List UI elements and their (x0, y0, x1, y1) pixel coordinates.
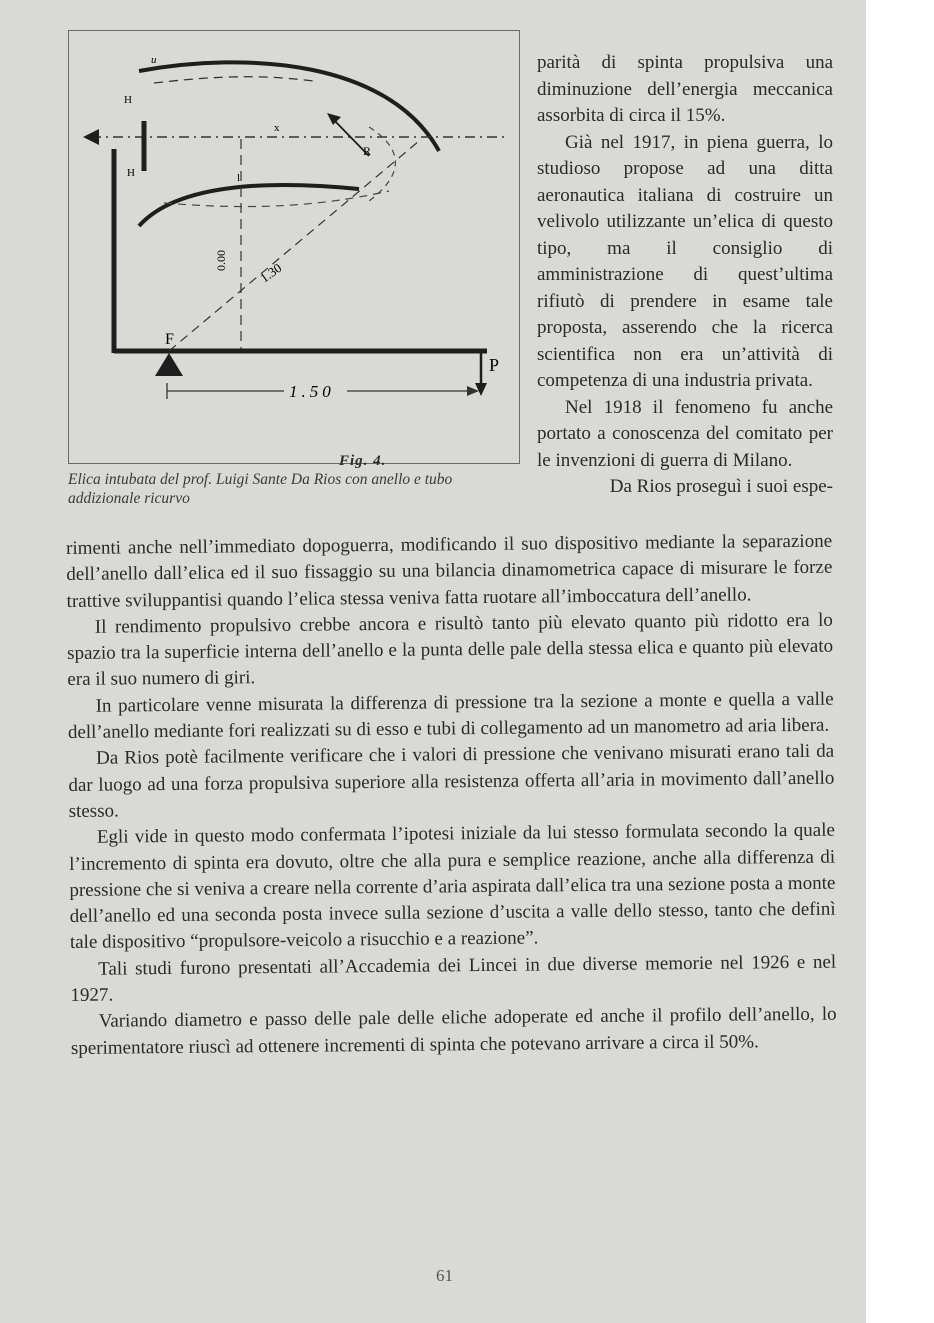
label-r: R (363, 144, 372, 158)
label-dim-diagonal: 1.30 (257, 260, 285, 286)
propeller-diagram (69, 31, 519, 463)
label-h-mid: H (127, 167, 135, 179)
label-u: u (151, 54, 157, 66)
paragraph: In particolare venne misurata la differenza di pressione tra la sezione a monte e quella a valle dell’anello mediante fori realizzati su di esso e tubi di collegamento ad un manometro ad aria libera. (67, 688, 834, 744)
label-h-top: H (124, 94, 132, 106)
figure-4 (68, 30, 520, 469)
paragraph: Da Rios potè facilmente verificare che i valori di pressione che venivano misurati erano tali da dar luogo ad una forza propulsiva superiore alla resistenza offerta all’aria in movimento dall’anello stesso. (68, 741, 835, 822)
label-p: P (489, 355, 500, 375)
label-dim-vertical: 0.00 (214, 250, 228, 271)
figure-label: Fig. 4. (339, 453, 387, 469)
body-text (66, 529, 837, 1062)
right-column-text (537, 50, 833, 501)
paragraph: Tali studi furono presentati all’Accademia dei Lincei in due diverse memorie nel 1926 e nel 1927. (70, 951, 837, 1007)
paragraph: parità di spinta propulsiva una diminuzione dell’energia meccanica assorbita di circa il 15%. (537, 52, 833, 126)
figure-caption: Elica intubata del prof. Luigi Sante Da Rios con anello e tubo addizionale ricurvo (68, 471, 453, 507)
paragraph: Egli vide in questo modo confermata l’ipotesi iniziale da lui stesso formulata secondo la quale l’incremento di spinta era dovuto, oltre che alla pura e semplice reazione, anche alla differenza di pressione che si veniva a creare nella corrente d’aria aspirata dall’elica tra una sezione posta a monte dell’anello ed una seconda posta invece sulla sezione d’uscita a valle dello stesso, tanto che definì tale dispositivo “propulsore-veicolo a risucchio e a reazione”. (69, 819, 836, 954)
paragraph: Nel 1918 il fenomeno fu anche portato a conoscenza del comitato per le invenzioni di guerra di Milano. (537, 396, 833, 471)
paragraph: Già nel 1917, in piena guerra, lo studioso propose ad una ditta aeronautica italiana di costruire un velivolo utilizzante un’elica di questo tipo, ma il consiglio di amministrazione di quest’ultima rifiutò di prendere in esame tale proposta, asserendo che la ricerca scientifica non era un’attività di competenza di una industria privata. (537, 131, 833, 391)
page-number: 61 (436, 1266, 453, 1285)
label-f: F (165, 331, 174, 348)
paragraph: rimenti anche nell’immediato dopoguerra, modificando il suo dispositivo mediante la separazione dell’anello dall’elica ed il suo fissaggio su una bilancia dinamometrica capace di misurare le forze trattive sviluppantisi quando l’elica stessa veniva fatta ruotare all’imboccatura dell’anello. (66, 530, 833, 612)
paragraph: Il rendimento propulsivo crebbe ancora e risultò tanto più elevato quanto più ridotto era lo spazio tra la superficie interna dell’anello e la punta delle pale della stessa elica e quanto più elevato era il suo numero di giri. (67, 609, 834, 691)
paragraph: Da Rios proseguì i suoi espe- (609, 476, 833, 497)
label-dim-bottom: 1.50 (289, 382, 335, 401)
paragraph: Variando diametro e passo delle pale delle eliche adoperate ed anche il profilo dell’anello, lo sperimentatore riuscì ad ottenere incrementi di spinta che potevano arrivare a circa il 50%. (70, 1003, 837, 1059)
label-l: l (237, 172, 241, 184)
label-x: x (274, 122, 280, 134)
